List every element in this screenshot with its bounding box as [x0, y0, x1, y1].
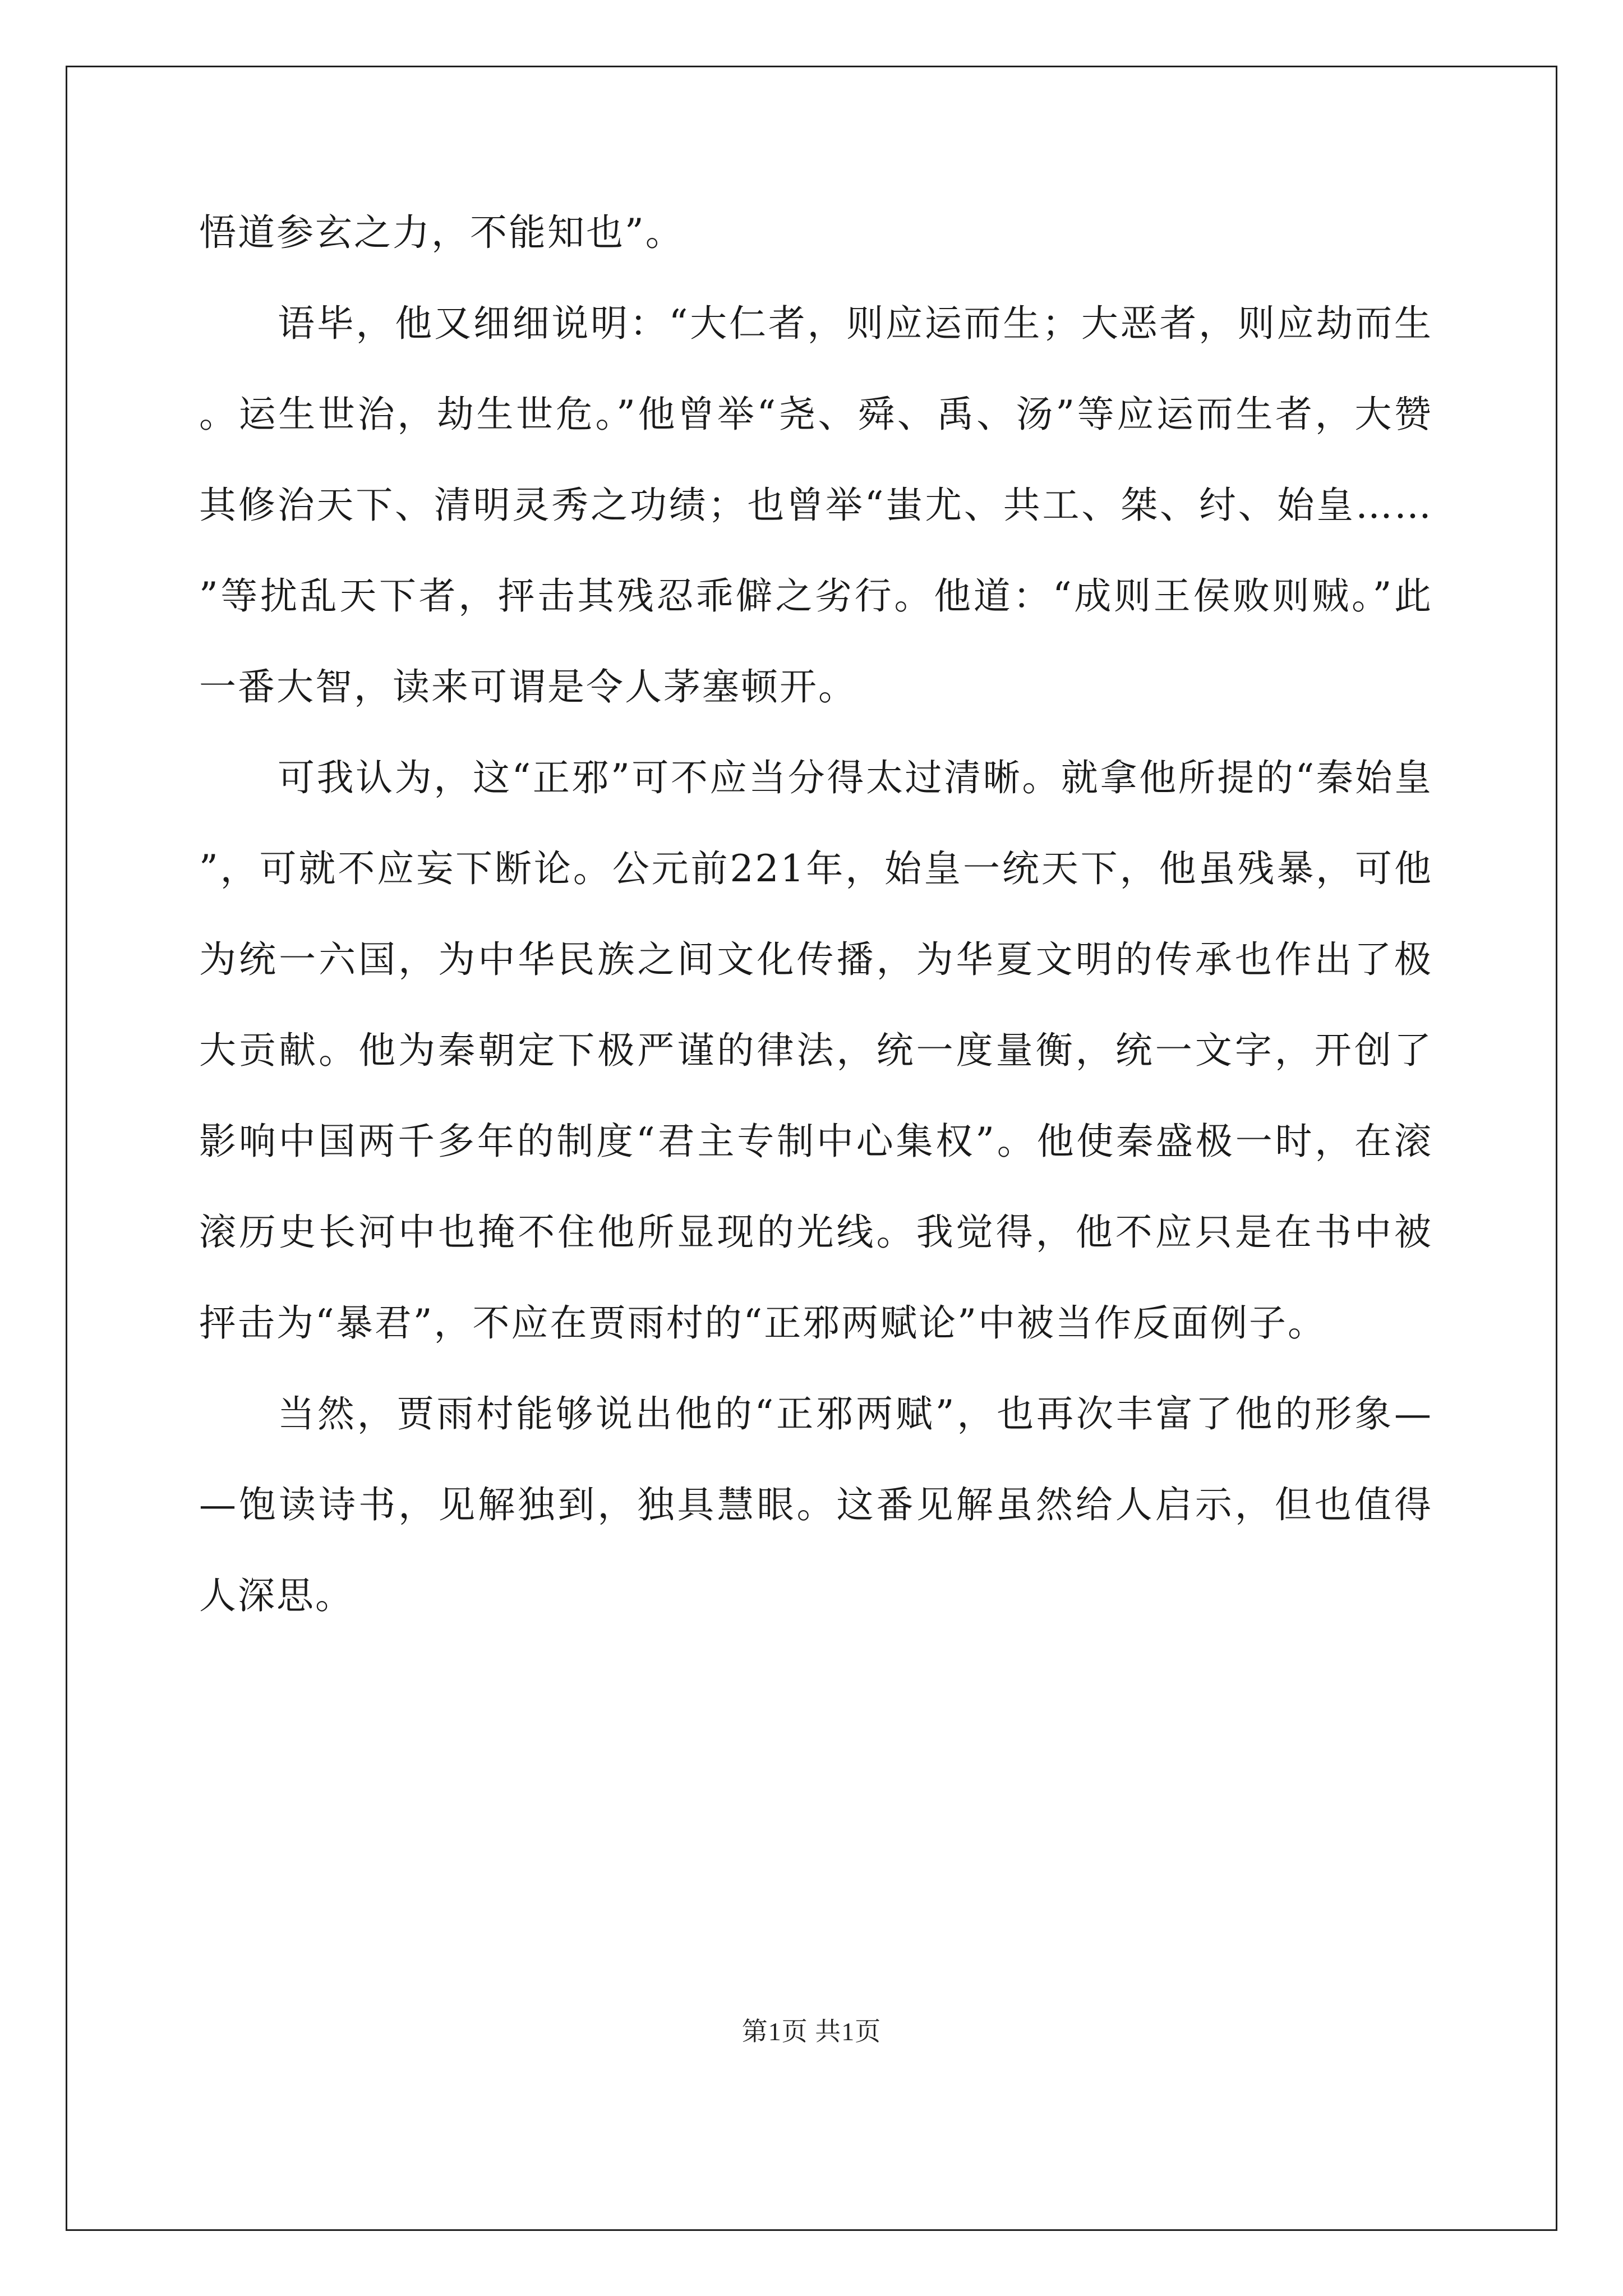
- document-body: [199, 212, 1433, 1641]
- paragraph-qin-shihuang-argument: 可我认为，这“正邪”可不应当分得太过清晰。就拿他所提的“秦始皇”，可就不应妄下断论。公元前221年，始皇一统天下，他虽残暴，可他为统一六国，为中华民族之间文化传播，为华夏文明的传承也作出了极大贡献。他为秦朝定下极严谨的律法，统一度量衡，统一文字，开创了影响中国两千多年的制度“君主专制中心集权”。他使秦盛极一时，在滚滚历史长河中也掩不住他所显现的光线。我觉得，他不应只是在书中被抨击为“暴君”，不应在贾雨村的“正邪两赋论”中被当作反面例子。: [199, 756, 1433, 1345]
- page-number-footer: 第1页 共1页: [741, 2017, 882, 2046]
- paragraph-continuation: 悟道参玄之力，不能知也”。: [199, 211, 684, 254]
- paragraph-jia-yucun-speech: 语毕，他又细细说明：“大仁者，则应运而生；大恶者，则应劫而生。运生世治，劫生世危。”他曾举“尧、舜、禹、汤”等应运而生者，大赞其修治天下、清明灵秀之功绩；也曾举“蚩尤、共工、桀、纣、始皇……”等扰乱天下者，抨击其残忍乖僻之劣行。他道：“成则王侯败则贼。”此一番大智，读来可谓是令人茅塞顿开。: [199, 302, 1433, 708]
- paragraph-conclusion: 当然，贾雨村能够说出他的“正邪两赋”，也再次丰富了他的形象——饱读诗书，见解独到，独具慧眼。这番见解虽然给人启示，但也值得人深思。: [199, 1392, 1433, 1617]
